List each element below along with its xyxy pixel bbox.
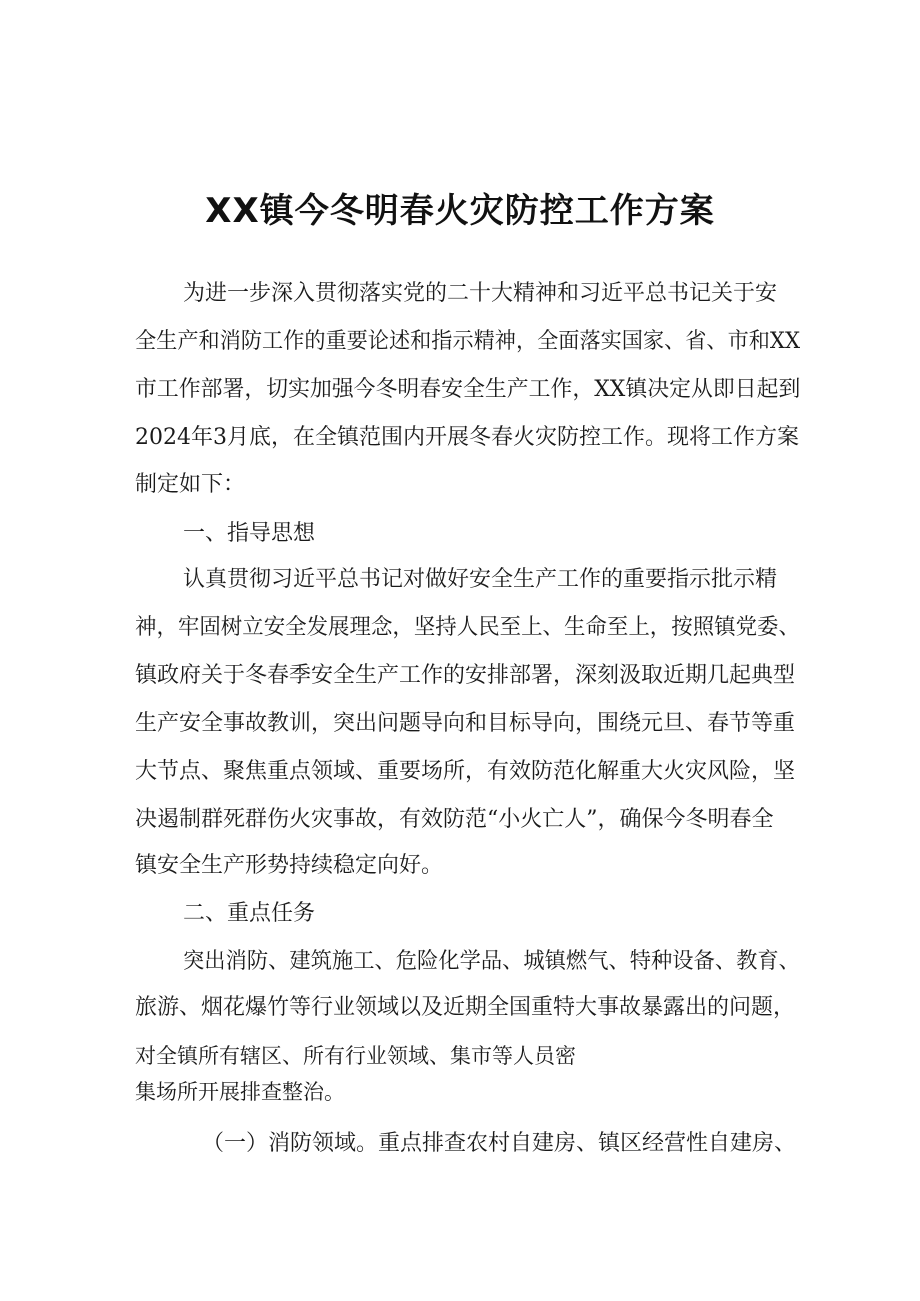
paragraph-line: 制定如下： xyxy=(135,472,246,497)
paragraph-line: 为进一步深入贯彻落实党的二十大精神和习近平总书记关于安 xyxy=(183,281,778,306)
paragraph-line: 生产安全事故教训，突出问题导向和目标导向，围绕元旦、春节等重 xyxy=(135,711,796,736)
section-heading: 一、指导思想 xyxy=(183,521,316,546)
paragraph-line: 镇安全生产形势持续稳定向好。 xyxy=(135,853,444,878)
paragraph-line: 旅游、烟花爆竹等行业领域以及近期全国重特大事故暴露出的问题， xyxy=(135,995,796,1020)
paragraph-line: 神，牢固树立安全发展理念，坚持人民至上、生命至上，按照镇党委、 xyxy=(135,615,800,640)
paragraph-line: 决遏制群死群伤火灾事故，有效防范“小火亡人”，确保今冬明春全 xyxy=(135,807,774,832)
paragraph-line: 集场所开展排查整治。 xyxy=(135,1080,345,1104)
section-heading: 二、重点任务 xyxy=(183,901,316,926)
paragraph-line: 对全镇所有辖区、所有行业领域、集市等人员密 xyxy=(135,1044,576,1068)
paragraph-line: 2024年3月底，在全镇范围内开展冬春火灾防控工作。现将工作方案 xyxy=(135,425,799,450)
paragraph-line: 大节点、聚焦重点领域、重要场所，有效防范化解重大火灾风险，坚 xyxy=(135,759,796,784)
paragraph-line: 认真贯彻习近平总书记对做好安全生产工作的重要指示批示精 xyxy=(183,567,778,592)
paragraph-line: 市工作部署，切实加强今冬明春安全生产工作，XX镇决定从即日起到 xyxy=(135,377,801,402)
subsection-line: （一）消防领域。重点排查农村自建房、镇区经营性自建房、 xyxy=(202,1131,797,1156)
paragraph-line: 全生产和消防工作的重要论述和指示精神，全面落实国家、省、市和XX xyxy=(135,329,801,354)
document-title: XX镇今冬明春火灾防控工作方案 xyxy=(205,191,715,231)
paragraph-line: 镇政府关于冬春季安全生产工作的安排部署，深刻汲取近期几起典型 xyxy=(135,663,796,688)
paragraph-line: 突出消防、建筑施工、危险化学品、城镇燃气、特种设备、教育、 xyxy=(183,949,800,974)
